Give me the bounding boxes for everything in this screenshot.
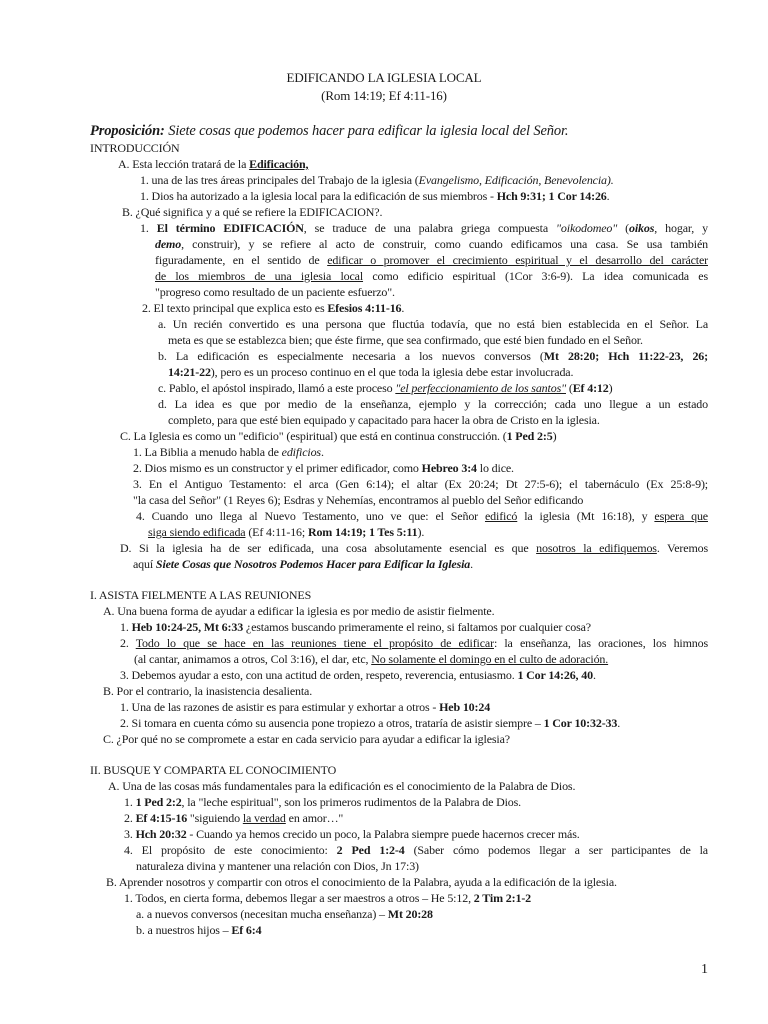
text-underline: nosotros la edifiquemos <box>536 541 657 555</box>
text: (Saber cómo podemos llegar a ser participantes de la <box>404 843 708 857</box>
s2-b: B. Aprender nosotros y compartir con otros el conocimiento de la Palabra, ayuda a la edificación de la iglesia. <box>106 875 617 889</box>
intro-bc <box>158 380 613 396</box>
text: figuradamente, en el sentido de <box>155 253 328 267</box>
text-bold: Hebreo 3:4 <box>421 461 477 475</box>
s1-a1 <box>120 619 591 635</box>
text: C. La Iglesia es como un "edificio" (espiritual) que está en continua construcción. ( <box>120 429 507 443</box>
text: (al cantar, animamos a otros, Col 3:16), el dar, etc, <box>134 652 372 666</box>
text-underline: siga siendo edificada <box>148 525 246 539</box>
text: : la enseñanza, las oraciones, los himnos <box>493 636 709 650</box>
s2-a: A. Una de las cosas más fundamentales para la edificación es el conocimiento de la Palabra de Dios. <box>108 779 576 793</box>
intro-ba-line1: a. Un recién convertido es una persona que fluctúa todavía, que no está bien establecida en el Señor. La <box>158 317 708 331</box>
intro-b1-line3 <box>155 252 708 268</box>
text: 1. Dios ha autorizado a la iglesia local para la edificación de sus miembros - <box>140 189 497 203</box>
intro-d-line1 <box>120 540 708 556</box>
text: 1. una de las tres áreas principales del Trabajo de la iglesia ( <box>140 173 419 187</box>
s2-a4-line1 <box>124 842 708 858</box>
text: como edificio espiritual (1Cor 3:6-9). La idea comunicada es <box>363 269 708 283</box>
s1-b1 <box>120 699 490 715</box>
s1-a2-line2 <box>134 651 608 667</box>
text-bold: Rom 14:19; 1 Tes 5:11 <box>307 525 418 539</box>
text: la iglesia (Mt 16:18), y <box>517 509 655 523</box>
text: 2. Dios mismo es un constructor y el primer edificador, como <box>133 461 422 475</box>
text-underline: Todo lo que se hace en las reuniones tiene el propósito de edificar <box>135 636 494 650</box>
intro-bd-line2: completo, para que esté bien equipado y capacitado para hacer la obra de Cristo en la iglesia. <box>168 413 600 427</box>
text: 1. <box>124 795 136 809</box>
text: b. La edificación es especialmente necesaria a los nuevos conversos ( <box>158 349 544 363</box>
text: . <box>592 668 596 682</box>
text-bold: Hch 20:32 <box>135 827 187 841</box>
intro-heading: INTRODUCCIÓN <box>90 141 180 155</box>
intro-d-line2 <box>133 556 473 572</box>
text-bold: Mt 28:20; Hch 11:22-23, 26; <box>543 349 708 363</box>
intro-b2 <box>142 300 404 316</box>
text-bold: Mt 20:28 <box>387 907 433 921</box>
text: 3. Debemos ayudar a esto, con una actitud de orden, respeto, reverencia, entusiasmo. <box>120 668 518 682</box>
text-bold: 14:21-22 <box>168 365 211 379</box>
text: . <box>617 716 621 730</box>
text: , hogar, y <box>654 221 708 235</box>
s1-a2-line1 <box>120 635 708 651</box>
document-title: EDIFICANDO LA IGLESIA LOCAL <box>286 70 482 85</box>
section-2-heading: II. BUSQUE Y COMPARTA EL CONOCIMIENTO <box>90 763 337 777</box>
text-bold-italic: Siete Cosas que Nosotros Podemos Hacer para Edificar la Iglesia <box>155 557 471 571</box>
text-italic: edificios <box>281 445 321 459</box>
proposition-label: Proposición: <box>90 123 165 139</box>
text: . <box>606 189 610 203</box>
text-italic: "oikodomeo" <box>556 221 618 235</box>
s2-b1 <box>124 890 531 906</box>
text: ), pero es un proceso continuo en el que toda la iglesia debe estar involucrada. <box>210 365 574 379</box>
text-bold: 1 Cor 14:26, 40 <box>517 668 593 682</box>
text: a. a nuevos conversos (necesitan mucha enseñanza) – <box>136 907 388 921</box>
text-bold: El término EDIFICACIÓN <box>156 221 304 235</box>
text: . <box>401 301 405 315</box>
s2-a3 <box>124 826 580 842</box>
intro-c1 <box>133 444 324 460</box>
text-bold: 1 Ped 2:5 <box>506 429 553 443</box>
proposition-text: Siete cosas que podemos hacer para edificar la iglesia local del Señor. <box>168 123 569 139</box>
text-bold: Ef 4:15-16 <box>135 811 188 825</box>
text: en amor…" <box>285 811 344 825</box>
intro-c3-line1: 3. En el Antiguo Testamento: el arca (Gen 6:14); el altar (Ex 20:24; Dt 27:5-6); el tabernáculo (Ex 25:8-9); <box>133 477 708 491</box>
s2-a4-line2: naturaleza divina y mantener una relación con Dios, Jn 17:3) <box>136 859 419 873</box>
text: D. Si la iglesia ha de ser edificada, una cosa absolutamente esencial es que <box>120 541 537 555</box>
intro-a2 <box>140 188 610 204</box>
section-1-heading: I. ASISTA FIELMENTE A LAS REUNIONES <box>90 588 312 602</box>
s1-b: B. Por el contrario, la inasistencia desalienta. <box>103 684 313 698</box>
text: . <box>320 445 324 459</box>
s2-ba <box>136 906 433 922</box>
text-bold: Hch 9:31; 1 Cor 14:26 <box>496 189 607 203</box>
text-bold-italic: demo <box>155 237 182 251</box>
text: 4. Cuando uno llega al Nuevo Testamento, uno ve que: el Señor <box>136 509 485 523</box>
text: 2. <box>120 636 136 650</box>
text: 3. <box>124 827 136 841</box>
text: 1. <box>120 620 132 634</box>
text-underline: edificó <box>484 509 518 523</box>
text-underline: No solamente el domingo en el culto de adoración. <box>371 652 609 666</box>
text: aquí <box>133 557 156 571</box>
text: lo dice. <box>476 461 514 475</box>
text: , construir), y se refiere al acto de construir, como cuando edificamos una casa. Se usa también <box>181 237 708 251</box>
intro-ba-line2: meta es que se establezca bien; que éste firme, que sea confirmado, que esté bien fundado en el Señor. <box>168 333 643 347</box>
intro-b1-line5: "progreso como resultado de un paciente esfuerzo". <box>155 285 395 299</box>
text: 1. <box>140 221 157 235</box>
text: b. a nuestros hijos – <box>136 923 232 937</box>
text-italic: Evangelismo, Edificación, Benevolencia). <box>418 173 614 187</box>
text: 2. Si tomara en cuenta cómo su ausencia pone tropiezo a otros, trataría de asistir siempre – <box>120 716 544 730</box>
text: - Cuando ya hemos crecido un poco, la Palabra siempre puede hacernos crecer más. <box>186 827 580 841</box>
text-bold: Ef 6:4 <box>231 923 262 937</box>
s1-a3 <box>120 667 596 683</box>
s2-a1 <box>124 794 521 810</box>
intro-b1-line2 <box>155 236 708 252</box>
text-underline: la verdad <box>242 811 286 825</box>
text-underline: edificar o promover el crecimiento espiritual y el desarrollo del carácter <box>327 253 708 267</box>
text: 1. La Biblia a menudo habla de <box>133 445 282 459</box>
text: 2. <box>124 811 136 825</box>
text: , la "leche espiritual", son los primeros rudimentos de la Palabra de Dios. <box>181 795 522 809</box>
s1-a: A. Una buena forma de ayudar a edificar la iglesia es por medio de asistir fielmente. <box>103 604 495 618</box>
intro-c3-line2: "la casa del Señor" (1 Reyes 6); Esdras y Nehemías, encontramos al pueblo del Señor edificando <box>133 493 584 507</box>
text: 4. El propósito de este conocimiento: <box>124 843 337 857</box>
intro-c <box>120 428 556 444</box>
document-subtitle: (Rom 14:19; Ef 4:11-16) <box>321 88 447 103</box>
text: "siguiendo <box>187 811 243 825</box>
intro-a1 <box>140 172 614 188</box>
intro-bb-line1 <box>158 348 708 364</box>
text-bold-italic: oikos <box>629 221 655 235</box>
text-underline: espera que <box>654 509 708 523</box>
proposition <box>90 122 568 140</box>
text-bold: 1 Cor 10:32-33 <box>543 716 618 730</box>
text: . Veremos <box>656 541 708 555</box>
text: (Ef 4:11-16; <box>245 525 308 539</box>
text: c. Pablo, el apóstol inspirado, llamó a este proceso <box>158 381 396 395</box>
text-underline: de los miembros de una iglesia local <box>155 269 364 283</box>
text-bold: 1 Ped 2:2 <box>135 795 182 809</box>
text: A. Esta lección tratará de la <box>118 157 250 171</box>
text-italic-underline: "el perfeccionamiento de los santos" <box>395 381 566 395</box>
text-bold: Efesios 4:11-16 <box>327 301 402 315</box>
text: 2. El texto principal que explica esto es <box>142 301 328 315</box>
text: ). <box>417 525 425 539</box>
intro-b: B. ¿Qué significa y a qué se refiere la EDIFICACION?. <box>122 205 383 219</box>
page-number: 1 <box>701 962 708 977</box>
text: ) <box>552 429 557 443</box>
intro-bb-line2 <box>168 364 573 380</box>
intro-b1-line4 <box>155 268 708 284</box>
text-bold: Heb 10:24 <box>439 700 491 714</box>
text-bold: 2 Ped 1:2-4 <box>336 843 405 857</box>
intro-c4-line1 <box>136 508 708 524</box>
intro-c2 <box>133 460 514 476</box>
s1-b2 <box>120 715 620 731</box>
text: ¿estamos buscando primeramente el reino, si faltamos por cualquier cosa? <box>243 620 591 634</box>
s2-bb <box>136 922 261 938</box>
text: . <box>470 557 473 571</box>
s2-a2 <box>124 810 343 826</box>
intro-b1-line1 <box>140 220 708 236</box>
text: 1. Todos, en cierta forma, debemos llegar a ser maestros a otros – He 5:12, <box>124 891 474 905</box>
intro-bd-line1: d. La idea es que por medio de la enseñanza, ejemplo y la corrección; cada uno llegue a un estado <box>158 397 708 411</box>
text-bold: Ef 4:12 <box>572 381 609 395</box>
text-bold: Edificación, <box>249 157 309 171</box>
text-bold: Heb 10:24-25, Mt 6:33 <box>131 620 244 634</box>
intro-c4-line2 <box>148 524 424 540</box>
intro-a <box>118 156 308 172</box>
text: ) <box>608 381 613 395</box>
text: , se traduce de una palabra griega compuesta <box>303 221 557 235</box>
text-bold: 2 Tim 2:1-2 <box>473 891 532 905</box>
s1-c: C. ¿Por qué no se compromete a estar en cada servicio para ayudar a edificar la iglesia? <box>103 732 510 746</box>
text: ( <box>617 221 630 235</box>
text: ( <box>565 381 573 395</box>
text: 1. Una de las razones de asistir es para estimular y exhortar a otros - <box>120 700 440 714</box>
